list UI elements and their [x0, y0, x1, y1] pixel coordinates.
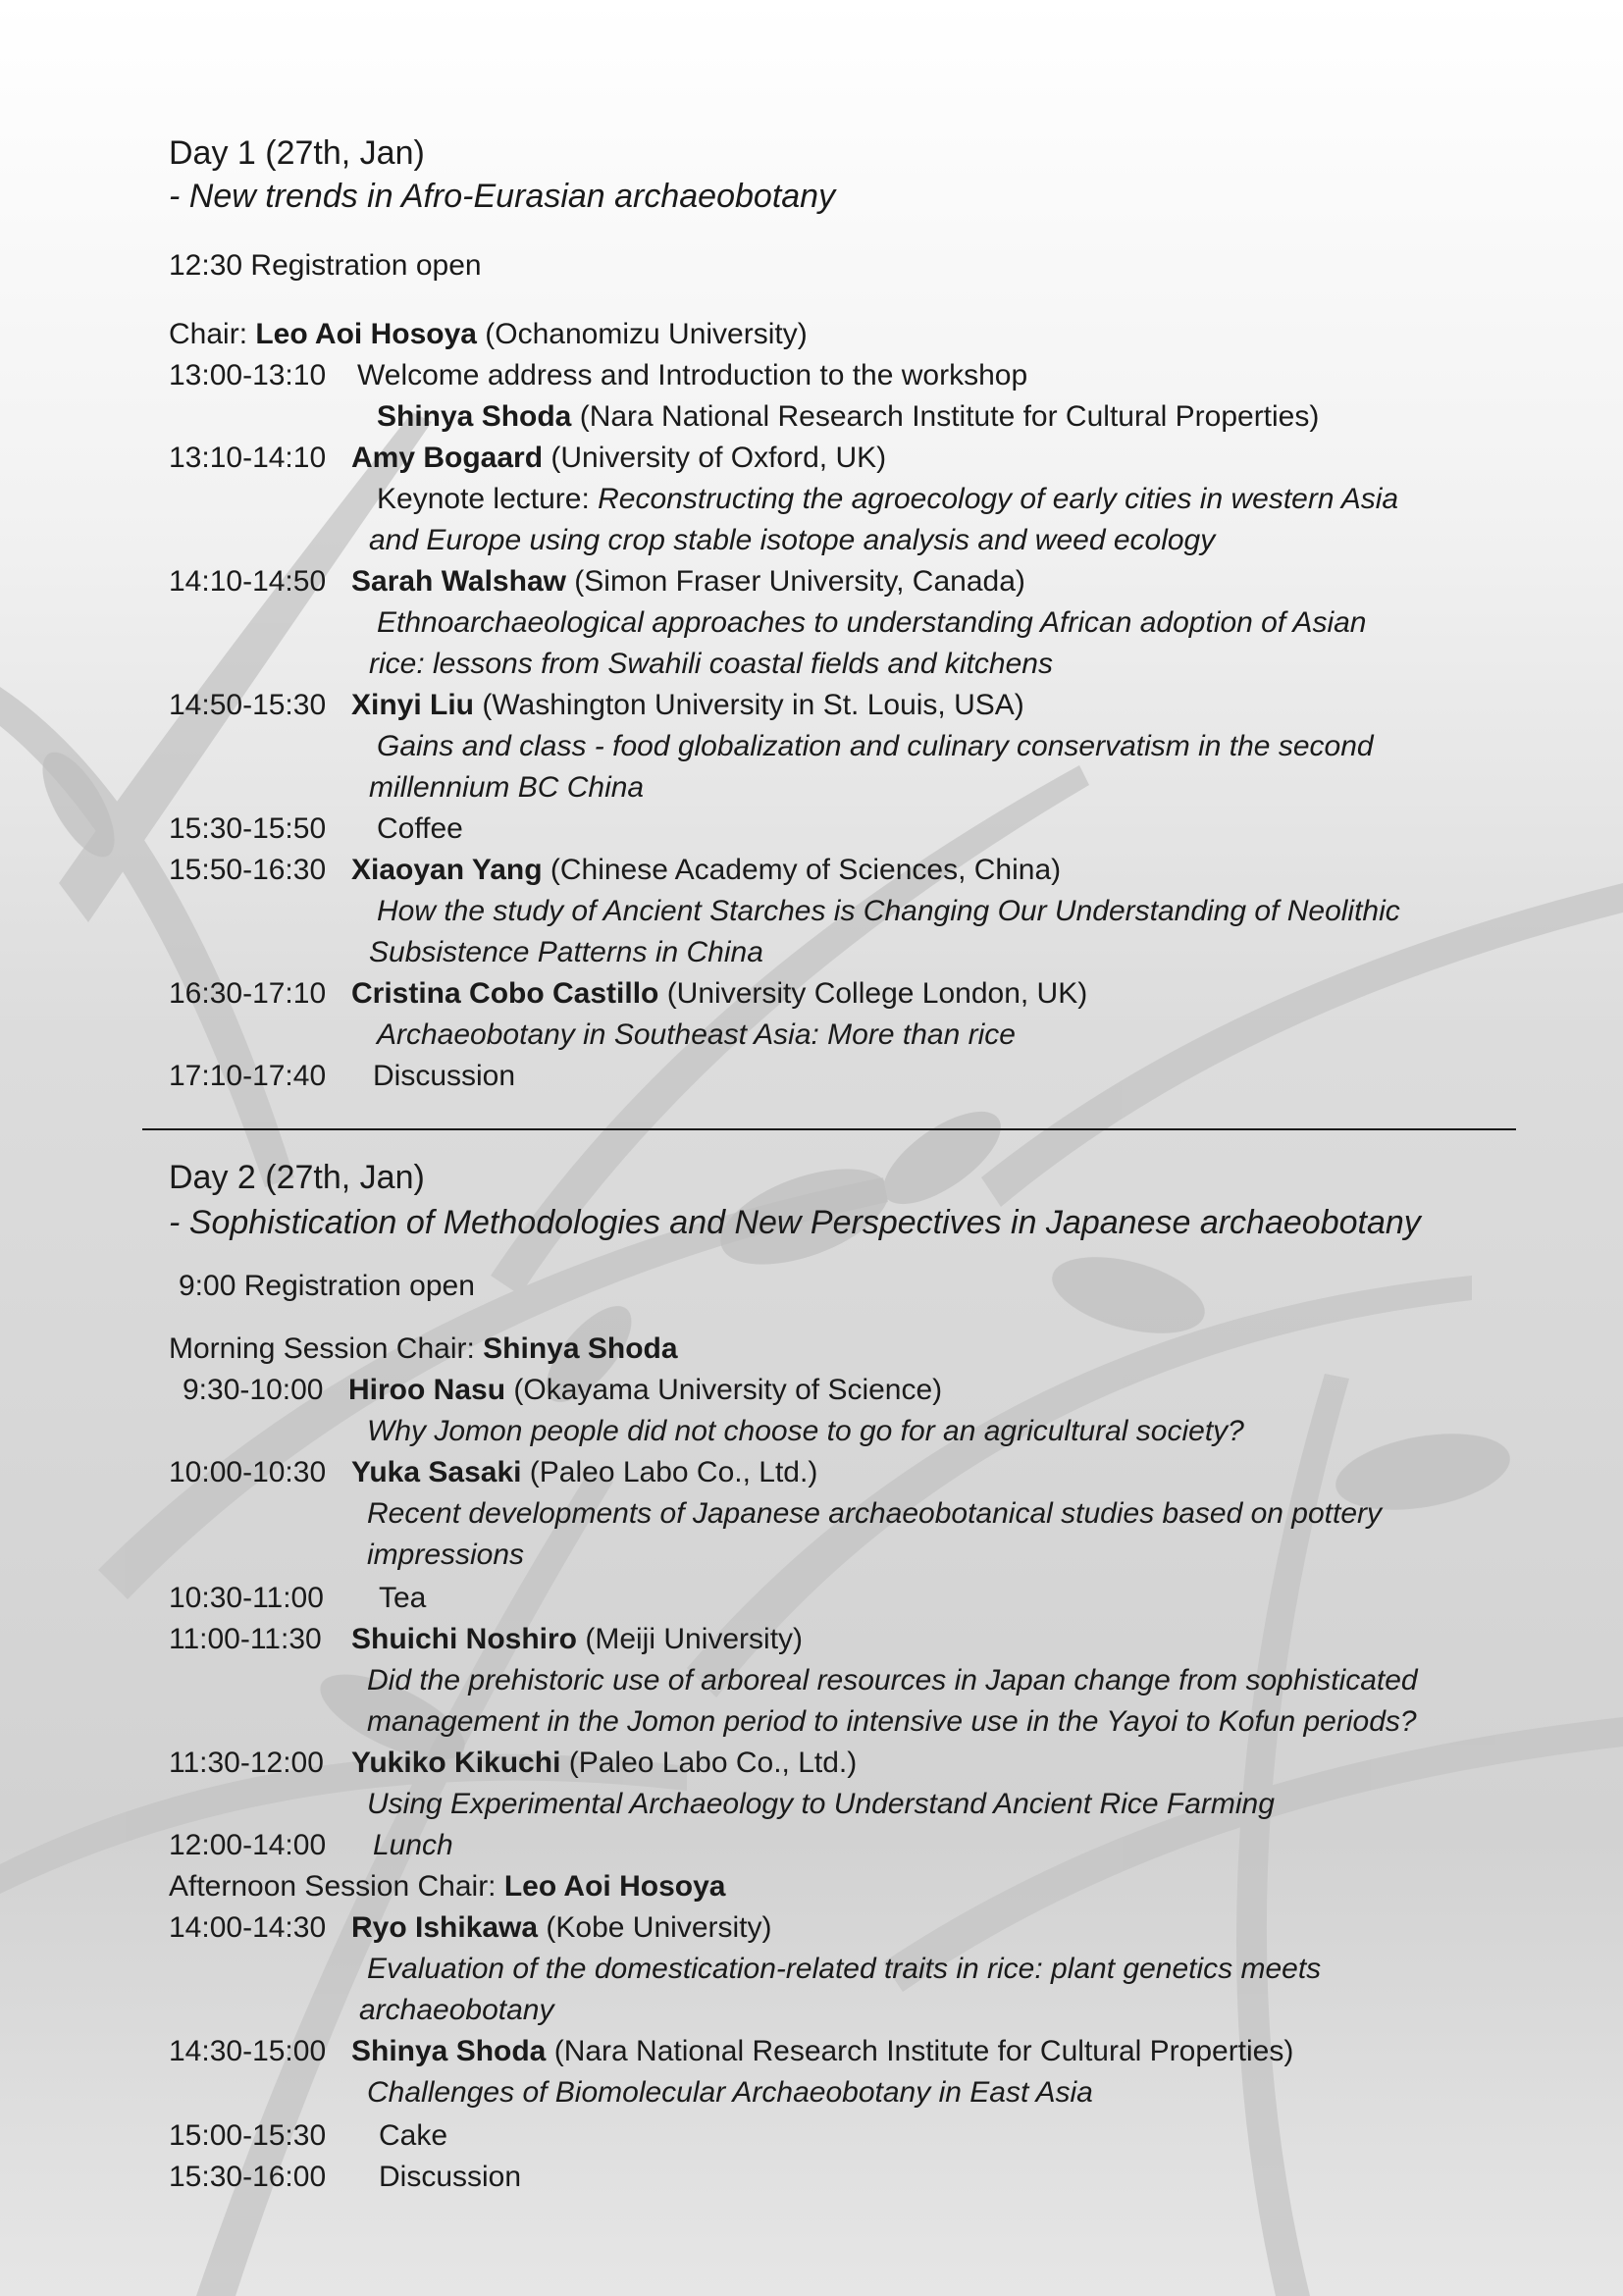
day1-time-1: 13:00-13:10 [169, 359, 327, 391]
day1-talk-yang [351, 852, 1061, 889]
day2-time-4: 11:00-11:30 [169, 1623, 322, 1655]
day1-liu-title-line1: Gains and class - food globalization and culinary conservatism in the second [377, 730, 1374, 762]
day2-time-10: 15:30-16:00 [169, 2161, 327, 2193]
day1-time-7: 16:30-17:10 [169, 977, 327, 1010]
day1-keynote-title-line1 [377, 481, 1398, 518]
keynote-label: Keynote lecture: [377, 483, 599, 515]
day2-lunch-break: Lunch [373, 1829, 453, 1861]
speaker-name: Xinyi Liu [351, 689, 475, 721]
day1-discussion: Discussion [373, 1060, 516, 1092]
day2-time-7: 14:00-14:30 [169, 1911, 327, 1944]
day1-chair-name: Leo Aoi Hosoya [255, 318, 477, 350]
day2-talk-ishikawa [351, 1909, 771, 1947]
day2-time-9: 15:00-15:30 [169, 2119, 327, 2152]
day2-nasu-title: Why Jomon people did not choose to go for an agricultural society? [367, 1415, 1244, 1447]
day1-chair-label: Chair: [169, 318, 256, 350]
speaker-affiliation: (University of Oxford, UK) [543, 442, 887, 474]
day2-shoda-title: Challenges of Biomolecular Archaeobotany in East Asia [367, 2076, 1093, 2109]
speaker-affiliation: (Paleo Labo Co., Ltd.) [521, 1456, 818, 1488]
day1-coffee-break: Coffee [377, 812, 463, 845]
speaker-name: Shinya Shoda [377, 400, 572, 433]
speaker-affiliation: (Nara National Research Institute for Cultural Properties) [546, 2035, 1294, 2067]
day2-sasaki-title-line2: impressions [367, 1539, 525, 1571]
day1-chair-affiliation: (Ochanomizu University) [476, 318, 808, 350]
day2-morning-chair [169, 1331, 678, 1368]
day2-registration: 9:00 Registration open [179, 1270, 475, 1302]
day1-keynote-title-line2: and Europe using crop stable isotope analysis and weed ecology [369, 524, 1216, 556]
day1-welcome-text: Welcome address and Introduction to the workshop [357, 359, 1028, 391]
day1-heading: Day 1 (27th, Jan) [169, 134, 425, 172]
day1-chair [169, 316, 808, 353]
speaker-name: Sarah Walshaw [351, 565, 566, 598]
day1-cobo-castillo-title: Archaeobotany in Southeast Asia: More than rice [377, 1018, 1016, 1051]
speaker-name: Cristina Cobo Castillo [351, 977, 659, 1010]
day1-yang-title-line1: How the study of Ancient Starches is Changing Our Understanding of Neolithic [377, 895, 1400, 927]
day1-talk-liu [351, 687, 1024, 724]
day2-theme: - Sophistication of Methodologies and New Perspectives in Japanese archaeobotany [169, 1204, 1421, 1241]
speaker-affiliation: (Simon Fraser University, Canada) [565, 565, 1025, 598]
morning-chair-label: Morning Session Chair: [169, 1332, 484, 1365]
speaker-affiliation: (Chinese Academy of Sciences, China) [542, 854, 1062, 886]
day2-noshiro-title-line2: management in the Jomon period to intensive use in the Yayoi to Kofun periods? [367, 1705, 1417, 1738]
day1-talk-cobo-castillo [351, 975, 1087, 1013]
day2-heading: Day 2 (27th, Jan) [169, 1159, 425, 1196]
day2-time-2: 10:00-10:30 [169, 1456, 327, 1488]
talk-title: Reconstructing the agroecology of early cities in western Asia [598, 483, 1399, 515]
speaker-name: Amy Bogaard [351, 442, 544, 474]
speaker-name: Yuka Sasaki [351, 1456, 522, 1488]
day2-afternoon-chair [169, 1868, 725, 1905]
day2-talk-noshiro [351, 1621, 803, 1658]
speaker-affiliation: (University College London, UK) [658, 977, 1088, 1010]
speaker-affiliation: (Washington University in St. Louis, USA) [474, 689, 1024, 721]
day1-time-2: 13:10-14:10 [169, 442, 327, 474]
day1-time-5: 15:30-15:50 [169, 812, 327, 845]
day1-time-8: 17:10-17:40 [169, 1060, 327, 1092]
day2-discussion: Discussion [379, 2161, 522, 2193]
day1-walshaw-title-line1: Ethnoarchaeological approaches to understanding African adoption of Asian [377, 606, 1367, 639]
day2-talk-kikuchi [351, 1745, 857, 1782]
afternoon-chair-label: Afternoon Session Chair: [169, 1870, 504, 1903]
day2-noshiro-title-line1: Did the prehistoric use of arboreal resources in Japan change from sophisticated [367, 1664, 1418, 1696]
day1-time-3: 14:10-14:50 [169, 565, 327, 598]
day2-talk-sasaki [351, 1454, 817, 1491]
day2-time-5: 11:30-12:00 [169, 1747, 324, 1779]
day2-tea-break: Tea [379, 1582, 427, 1614]
speaker-affiliation: (Meiji University) [577, 1623, 804, 1655]
day2-ishikawa-title-line2: archaeobotany [359, 1994, 554, 2026]
speaker-affiliation: (Paleo Labo Co., Ltd.) [560, 1747, 858, 1779]
day2-cake-break: Cake [379, 2119, 448, 2152]
day1-walshaw-title-line2: rice: lessons from Swahili coastal fields and kitchens [369, 648, 1053, 680]
day1-liu-title-line2: millennium BC China [369, 771, 645, 804]
day2-talk-nasu [348, 1372, 942, 1409]
speaker-name: Xiaoyan Yang [351, 854, 543, 886]
day1-welcome-speaker [377, 398, 1319, 436]
day1-talk-walshaw [351, 563, 1025, 600]
day2-time-8: 14:30-15:00 [169, 2035, 327, 2067]
speaker-name: Shinya Shoda [351, 2035, 547, 2067]
day1-time-4: 14:50-15:30 [169, 689, 327, 721]
day1-registration: 12:30 Registration open [169, 249, 482, 282]
afternoon-chair-name: Leo Aoi Hosoya [503, 1870, 726, 1903]
speaker-affiliation: (Nara National Research Institute for Cultural Properties) [571, 400, 1320, 433]
day2-sasaki-title-line1: Recent developments of Japanese archaeobotanical studies based on pottery [367, 1497, 1383, 1530]
speaker-name: Shuichi Noshiro [351, 1623, 578, 1655]
day2-time-6: 12:00-14:00 [169, 1829, 327, 1861]
day2-talk-shoda [351, 2033, 1293, 2070]
day1-time-6: 15:50-16:30 [169, 854, 327, 886]
speaker-affiliation: (Kobe University) [538, 1911, 772, 1944]
speaker-name: Ryo Ishikawa [351, 1911, 539, 1944]
section-divider [142, 1128, 1516, 1130]
speaker-affiliation: (Okayama University of Science) [505, 1374, 943, 1406]
day2-time-1: 9:30-10:00 [183, 1374, 324, 1406]
day2-kikuchi-title: Using Experimental Archaeology to Understand Ancient Rice Farming [367, 1788, 1275, 1820]
speaker-name: Hiroo Nasu [348, 1374, 506, 1406]
speaker-name: Yukiko Kikuchi [351, 1747, 561, 1779]
morning-chair-name: Shinya Shoda [483, 1332, 678, 1365]
day1-yang-title-line2: Subsistence Patterns in China [369, 936, 763, 968]
day1-keynote-speaker [351, 440, 886, 477]
day2-ishikawa-title-line1: Evaluation of the domestication-related traits in rice: plant genetics meets [367, 1953, 1322, 1985]
day1-theme: - New trends in Afro-Eurasian archaeobotany [169, 178, 836, 215]
day2-time-3: 10:30-11:00 [169, 1582, 324, 1614]
